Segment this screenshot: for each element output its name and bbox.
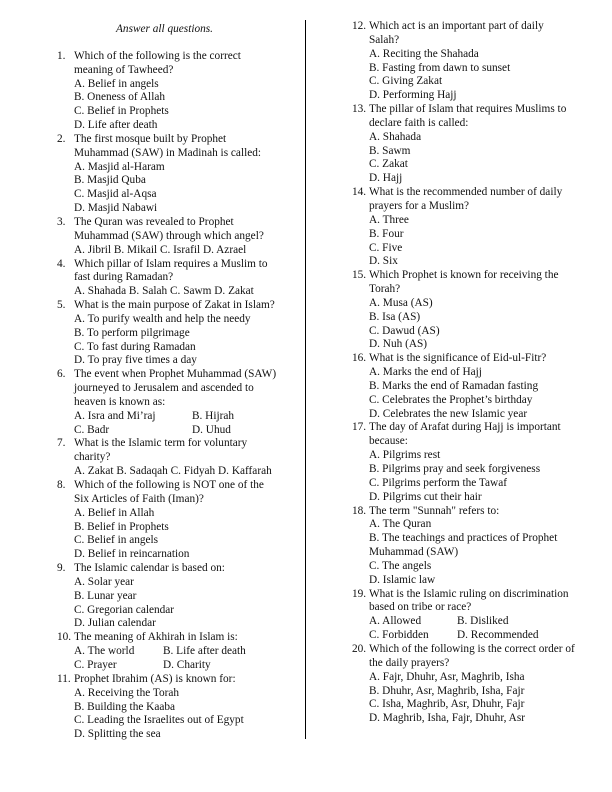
question-number: 5. [57, 299, 66, 312]
question [57, 50, 302, 133]
answer-option: C. Leading the Israelites out of Egypt [74, 714, 244, 727]
answer-option: A. Shahada [369, 130, 422, 143]
question [352, 588, 592, 643]
question-number: 10. [57, 631, 72, 644]
answer-option: C. Gregorian calendar [74, 603, 175, 616]
answer-option: C. Dawud (AS) [369, 324, 440, 337]
answer-option: D. To pray five times a day [74, 354, 197, 367]
options-list [74, 78, 302, 133]
options-list [369, 449, 592, 504]
answer-option: B. Masjid Quba [74, 174, 146, 187]
answer-option: B. Lunar year [74, 589, 137, 602]
answer-option: B. Oneness of Allah [74, 91, 165, 104]
answer-option: A. Fajr, Dhuhr, Asr, Maghrib, Isha [369, 670, 525, 683]
question-number: 4. [57, 257, 66, 270]
answer-option: B. Dhuhr, Asr, Maghrib, Isha, Fajr [369, 684, 525, 697]
answer-option: A. Musa (AS) [369, 296, 433, 309]
answer-option: D. Nuh (AS) [369, 338, 428, 351]
left-question-list [57, 50, 302, 742]
question-number: 6. [57, 368, 66, 381]
question [57, 562, 302, 631]
question [352, 352, 592, 421]
answer-option: C. Belief in Prophets [74, 105, 169, 118]
answer-option: D. Belief in reincarnation [74, 548, 190, 561]
question-number: 18. [352, 504, 367, 517]
answer-option: A. Belief in angels [74, 77, 159, 90]
question [57, 479, 302, 562]
question [57, 673, 302, 742]
question [352, 186, 592, 269]
answer-option: A. Belief in Allah [74, 506, 155, 519]
options-list [369, 366, 592, 421]
left-column [57, 23, 302, 742]
answer-option: B. Life after death [163, 645, 246, 658]
answer-option: C. Giving Zakat [369, 75, 443, 88]
question-number: 1. [57, 49, 66, 62]
question-number: 2. [57, 132, 66, 145]
answer-option: B. Sawm [369, 144, 411, 157]
answer-option: C. Five [369, 241, 403, 254]
column-divider [305, 20, 306, 739]
question-text: What is the Islamic ruling on discrimination [369, 587, 569, 600]
answer-option: D. Islamic law [369, 573, 436, 586]
question [352, 103, 592, 186]
question-number: 17. [352, 421, 367, 434]
question-text: Muhammad (SAW) through which angel? [74, 229, 264, 242]
question-text: Muhammad (SAW) in Madinah is called: [74, 146, 262, 159]
question [352, 505, 592, 588]
answer-option: D. Recommended [457, 629, 539, 642]
question [352, 20, 592, 103]
answer-option: D. Pilgrims cut their hair [369, 490, 482, 503]
answer-option: C. Pilgrims perform the Tawaf [369, 476, 507, 489]
options-list [74, 410, 302, 438]
question-text: Which of the following is NOT one of the [74, 479, 264, 491]
options-list [369, 131, 592, 186]
question-text: Which of the following is the correct [74, 49, 241, 62]
answer-option: D. Maghrib, Isha, Fajr, Dhuhr, Asr [369, 712, 525, 725]
question [57, 368, 302, 437]
question-text: the daily prayers? [369, 656, 450, 669]
answer-option: D. Splitting the sea [74, 728, 161, 741]
answer-option: A. Jibril B. Mikail C. Israfil D. Azrael [74, 243, 247, 256]
question-number: 15. [352, 269, 367, 282]
question-text: prayers for a Muslim? [369, 199, 470, 212]
answer-option: Muhammad (SAW) [369, 546, 459, 559]
question-number: 8. [57, 479, 66, 491]
answer-option: A. The world [74, 645, 135, 658]
question-text: Prophet Ibrahim (AS) is known for: [74, 672, 236, 685]
options-list [74, 507, 302, 562]
answer-option: B. Hijrah [192, 409, 235, 422]
answer-option: B. Fasting from dawn to sunset [369, 61, 511, 74]
question-text: Which act is an important part of daily [369, 20, 544, 32]
answer-option: B. Building the Kaaba [74, 700, 176, 713]
question-text: The event when Prophet Muhammad (SAW) [74, 368, 277, 381]
answer-option: D. Six [369, 255, 398, 268]
answer-option: D. Life after death [74, 119, 158, 132]
question-number: 9. [57, 562, 66, 575]
question-text: The term "Sunnah" refers to: [369, 504, 500, 517]
question-text: What is the main purpose of Zakat in Islam? [74, 299, 275, 312]
question-text: The Quran was revealed to Prophet [74, 215, 234, 228]
question-text: The day of Arafat during Hajj is important [369, 421, 561, 434]
answer-option: A. Reciting the Shahada [369, 47, 479, 60]
options-list [74, 285, 302, 299]
answer-option: A. Receiving the Torah [74, 686, 180, 699]
question-number: 7. [57, 437, 66, 450]
question-number: 12. [352, 20, 367, 32]
question-text: Which of the following is the correct order of [369, 642, 575, 655]
answer-option: A. Marks the end of Hajj [369, 366, 482, 379]
options-list [74, 576, 302, 631]
answer-option: B. Isa (AS) [369, 310, 421, 323]
options-list [369, 615, 592, 643]
answer-option: C. The angels [369, 559, 432, 572]
answer-option: B. Pilgrims pray and seek forgiveness [369, 463, 541, 475]
question [352, 269, 592, 352]
question-number: 16. [352, 352, 367, 365]
options-list [74, 244, 302, 258]
question-text: The first mosque built by Prophet [74, 132, 227, 145]
question [57, 216, 302, 258]
question-text: The pillar of Islam that requires Muslims to [369, 103, 567, 116]
answer-option: A. Allowed [369, 615, 422, 628]
question-number: 11. [57, 672, 71, 685]
right-column [352, 20, 592, 726]
options-list [74, 687, 302, 742]
answer-option: B. Disliked [457, 615, 509, 628]
answer-option: A. The Quran [369, 518, 432, 531]
question-number: 14. [352, 186, 367, 199]
question [57, 299, 302, 368]
question-text: declare faith is called: [369, 116, 469, 129]
question-text: Torah? [369, 283, 401, 296]
right-question-list [352, 20, 592, 726]
instructions: Answer all questions. [116, 23, 213, 35]
options-list [74, 161, 302, 216]
answer-option: D. Performing Hajj [369, 89, 457, 102]
question [57, 631, 302, 673]
options-list [369, 48, 592, 103]
question-text: What is the significance of Eid-ul-Fitr? [369, 352, 547, 365]
answer-option: D. Celebrates the new Islamic year [369, 407, 528, 420]
question-number: 13. [352, 103, 367, 116]
question [57, 133, 302, 216]
question-text: because: [369, 435, 408, 448]
question-text: What is the recommended number of daily [369, 186, 563, 199]
question-text: Which Prophet is known for receiving the [369, 269, 559, 282]
options-list [74, 313, 302, 368]
answer-option: B. Belief in Prophets [74, 520, 169, 533]
answer-option: B. Marks the end of Ramadan fasting [369, 379, 539, 392]
question-number: 3. [57, 215, 66, 228]
question-number: 19. [352, 587, 367, 600]
answer-option: D. Hajj [369, 172, 403, 185]
options-list [74, 465, 302, 479]
answer-option: A. Three [369, 213, 409, 226]
answer-option: A. Shahada B. Salah C. Sawm D. Zakat [74, 285, 254, 298]
question [57, 437, 302, 479]
question-text: Salah? [369, 33, 400, 46]
question-text: heaven is known as: [74, 395, 166, 408]
answer-option: D. Julian calendar [74, 617, 156, 630]
question-text: Six Articles of Faith (Iman)? [74, 492, 204, 505]
answer-option: B. The teachings and practices of Prophet [369, 532, 558, 545]
question [57, 258, 302, 300]
answer-option: D. Masjid Nabawi [74, 202, 158, 215]
answer-option: C. To fast during Ramadan [74, 340, 196, 353]
answer-option: C. Prayer [74, 658, 117, 671]
options-list [369, 297, 592, 352]
question-text: meaning of Tawheed? [74, 63, 174, 76]
question-text: Which pillar of Islam requires a Muslim to [74, 257, 268, 270]
options-list [74, 645, 302, 673]
answer-option: C. Badr [74, 423, 110, 436]
answer-option: C. Forbidden [369, 629, 429, 642]
question-text: charity? [74, 451, 111, 464]
answer-option: A. Solar year [74, 575, 134, 588]
options-list [369, 671, 592, 726]
question [352, 421, 592, 504]
answer-option: B. To perform pilgrimage [74, 326, 190, 339]
options-list [369, 214, 592, 269]
question-text: fast during Ramadan? [74, 271, 174, 284]
answer-option: A. Isra and Mi’raj [74, 409, 156, 422]
question-number: 20. [352, 642, 367, 655]
question [352, 643, 592, 726]
answer-option: A. Pilgrims rest [369, 449, 441, 462]
answer-option: C. Isha, Maghrib, Asr, Dhuhr, Fajr [369, 698, 525, 711]
answer-option: B. Four [369, 227, 404, 240]
answer-option: A. To purify wealth and help the needy [74, 312, 251, 325]
question-text: journeyed to Jerusalem and ascended to [74, 382, 254, 395]
options-list [369, 518, 592, 587]
question-text: The Islamic calendar is based on: [74, 562, 225, 575]
question-text: What is the Islamic term for voluntary [74, 437, 248, 450]
question-text: based on tribe or race? [369, 601, 472, 614]
answer-option: C. Celebrates the Prophet’s birthday [369, 393, 533, 406]
answer-option: A. Masjid al-Haram [74, 160, 165, 173]
answer-option: C. Masjid al-Aqsa [74, 188, 157, 201]
question-text: The meaning of Akhirah in Islam is: [74, 631, 238, 644]
answer-option: C. Belief in angels [74, 534, 159, 547]
answer-option: D. Charity [163, 658, 211, 671]
answer-option: C. Zakat [369, 158, 408, 171]
answer-option: A. Zakat B. Sadaqah C. Fidyah D. Kaffarah [74, 465, 272, 478]
answer-option: D. Uhud [192, 423, 231, 436]
